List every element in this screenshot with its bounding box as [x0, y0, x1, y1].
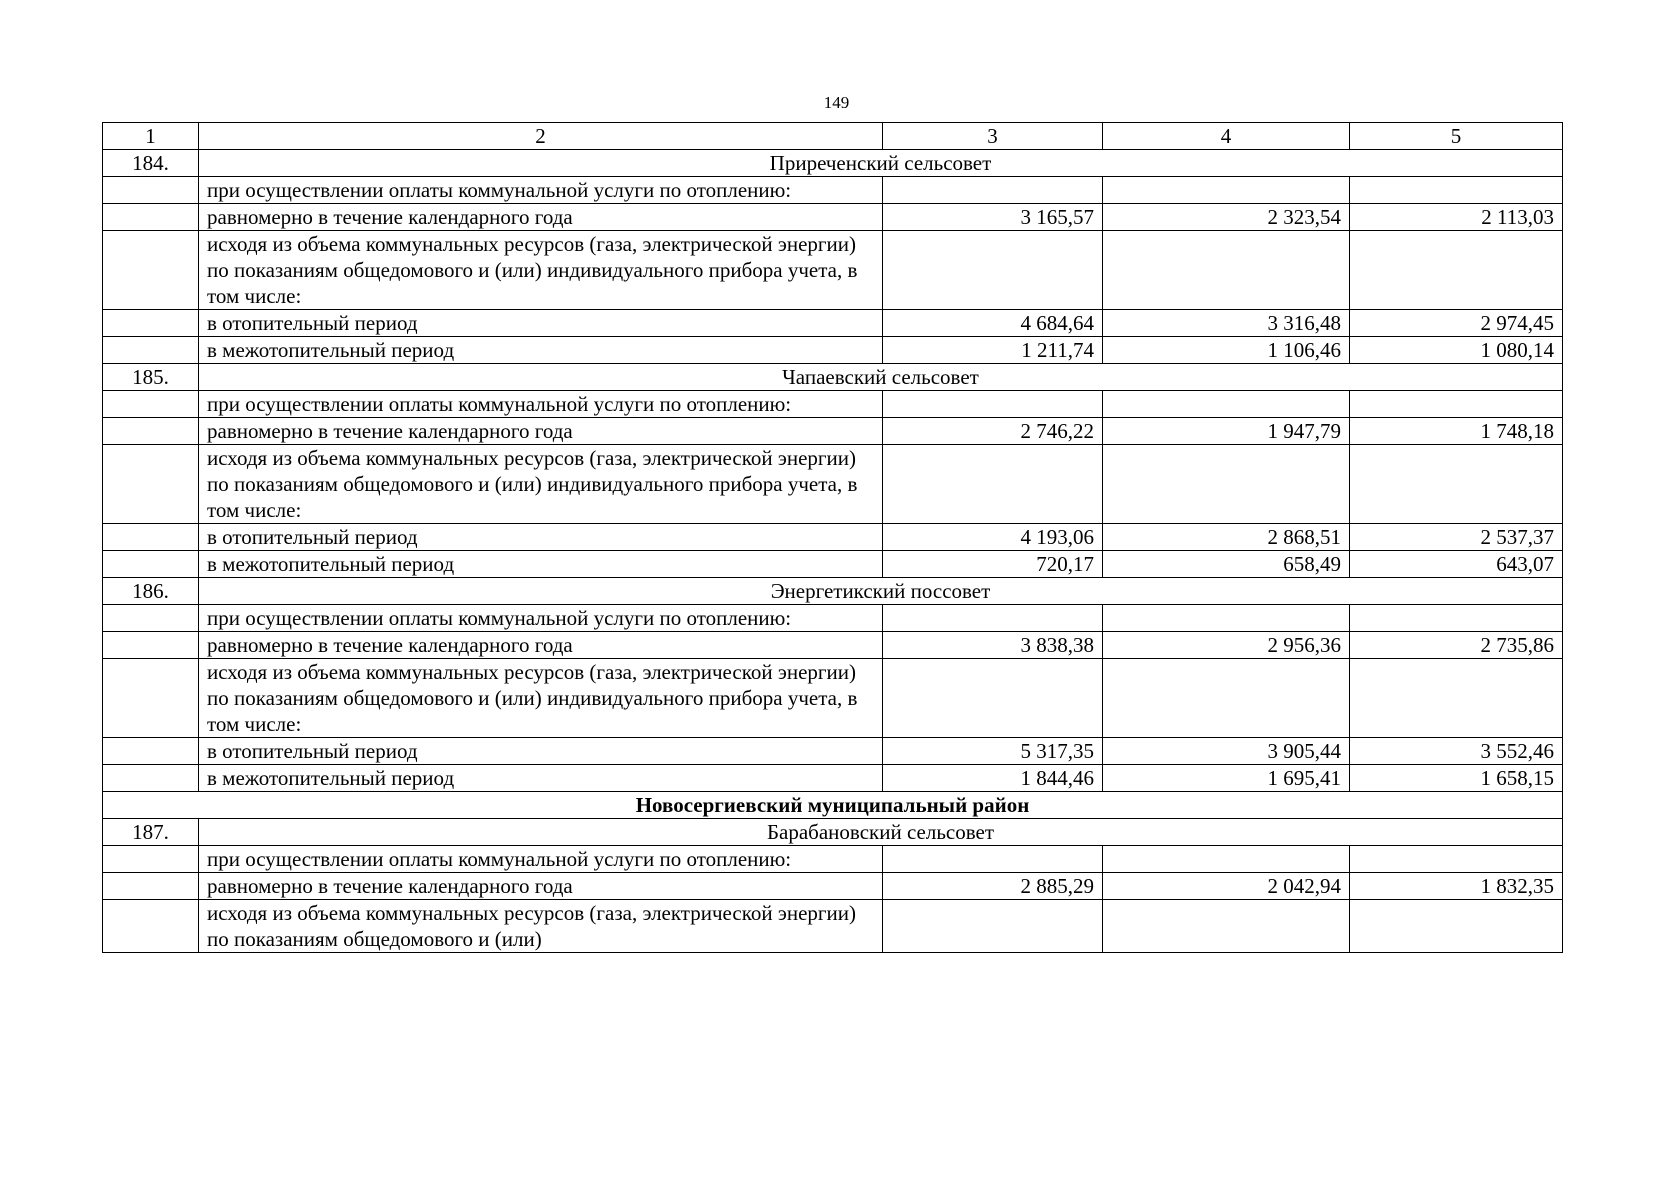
table-row	[103, 177, 1563, 204]
row-label: равномерно в течение календарного года	[199, 418, 883, 445]
table-row	[103, 873, 1563, 900]
value-cell: 3 316,48	[1103, 310, 1350, 337]
value-cell: 4 193,06	[883, 524, 1103, 551]
row-number: 185.	[103, 364, 199, 391]
table-row	[103, 846, 1563, 873]
settlement-name: Приреченский сельсовет	[199, 150, 1563, 177]
value-cell: 1 947,79	[1103, 418, 1350, 445]
row-number: 184.	[103, 150, 199, 177]
table-row	[103, 445, 1563, 524]
table-row	[103, 551, 1563, 578]
row-label: при осуществлении оплаты коммунальной услуги по отоплению:	[199, 391, 883, 418]
settlement-name: Энергетикский поссовет	[199, 578, 1563, 605]
header-cell: 4	[1103, 123, 1350, 150]
row-label: при осуществлении оплаты коммунальной услуги по отоплению:	[199, 177, 883, 204]
value-cell: 2 537,37	[1350, 524, 1563, 551]
settlement-name: Чапаевский сельсовет	[199, 364, 1563, 391]
value-cell: 5 317,35	[883, 738, 1103, 765]
value-cell: 1 106,46	[1103, 337, 1350, 364]
table-row	[103, 418, 1563, 445]
value-cell: 1 844,46	[883, 765, 1103, 792]
header-row	[103, 123, 1563, 150]
value-cell: 3 838,38	[883, 632, 1103, 659]
section-title-row	[103, 578, 1563, 605]
row-label: при осуществлении оплаты коммунальной услуги по отоплению:	[199, 846, 883, 873]
settlement-name: Барабановский сельсовет	[199, 819, 1563, 846]
value-cell: 1 211,74	[883, 337, 1103, 364]
value-cell: 1 695,41	[1103, 765, 1350, 792]
row-number: 186.	[103, 578, 199, 605]
value-cell: 658,49	[1103, 551, 1350, 578]
table-row	[103, 738, 1563, 765]
table-row	[103, 391, 1563, 418]
row-label: равномерно в течение календарного года	[199, 873, 883, 900]
table-row	[103, 659, 1563, 738]
row-number: 187.	[103, 819, 199, 846]
row-label: в отопительный период	[199, 524, 883, 551]
value-cell: 2 956,36	[1103, 632, 1350, 659]
value-cell: 2 735,86	[1350, 632, 1563, 659]
row-label: исходя из объема коммунальных ресурсов (газа, электрической энергии) по показаниям общедомового и (или)	[199, 900, 883, 953]
row-label: равномерно в течение календарного года	[199, 204, 883, 231]
section-title-row	[103, 364, 1563, 391]
row-label: в отопительный период	[199, 738, 883, 765]
row-label: исходя из объема коммунальных ресурсов (газа, электрической энергии) по показаниям общедомового и (или) индивидуального прибора учета, в том числе:	[199, 445, 883, 524]
table-row	[103, 605, 1563, 632]
value-cell: 2 323,54	[1103, 204, 1350, 231]
table-row	[103, 310, 1563, 337]
row-label: в межотопительный период	[199, 551, 883, 578]
row-label: равномерно в течение календарного года	[199, 632, 883, 659]
header-cell: 3	[883, 123, 1103, 150]
table-row	[103, 765, 1563, 792]
value-cell: 2 042,94	[1103, 873, 1350, 900]
region-row	[103, 792, 1563, 819]
value-cell: 2 746,22	[883, 418, 1103, 445]
header-cell: 1	[103, 123, 199, 150]
value-cell: 4 684,64	[883, 310, 1103, 337]
row-label: исходя из объема коммунальных ресурсов (газа, электрической энергии) по показаниям общедомового и (или) индивидуального прибора учета, в том числе:	[199, 659, 883, 738]
row-label: в отопительный период	[199, 310, 883, 337]
value-cell: 2 113,03	[1350, 204, 1563, 231]
row-label: исходя из объема коммунальных ресурсов (газа, электрической энергии) по показаниям общедомового и (или) индивидуального прибора учета, в том числе:	[199, 231, 883, 310]
table-row	[103, 337, 1563, 364]
header-cell: 2	[199, 123, 883, 150]
table-row	[103, 204, 1563, 231]
row-label: в межотопительный период	[199, 765, 883, 792]
value-cell: 1 832,35	[1350, 873, 1563, 900]
table-row	[103, 632, 1563, 659]
table-row	[103, 900, 1563, 953]
value-cell: 1 748,18	[1350, 418, 1563, 445]
value-cell: 2 974,45	[1350, 310, 1563, 337]
value-cell: 2 868,51	[1103, 524, 1350, 551]
section-title-row	[103, 150, 1563, 177]
value-cell: 720,17	[883, 551, 1103, 578]
page-number: 149	[823, 93, 850, 112]
value-cell: 3 165,57	[883, 204, 1103, 231]
tariff-table	[102, 122, 1563, 953]
value-cell: 2 885,29	[883, 873, 1103, 900]
value-cell: 1 658,15	[1350, 765, 1563, 792]
value-cell: 3 905,44	[1103, 738, 1350, 765]
region-name: Новосергиевский муниципальный район	[103, 792, 1563, 819]
row-label: в межотопительный период	[199, 337, 883, 364]
table-row	[103, 524, 1563, 551]
section-title-row	[103, 819, 1563, 846]
value-cell: 643,07	[1350, 551, 1563, 578]
value-cell: 1 080,14	[1350, 337, 1563, 364]
header-cell: 5	[1350, 123, 1563, 150]
row-label: при осуществлении оплаты коммунальной услуги по отоплению:	[199, 605, 883, 632]
value-cell: 3 552,46	[1350, 738, 1563, 765]
table-row	[103, 231, 1563, 310]
